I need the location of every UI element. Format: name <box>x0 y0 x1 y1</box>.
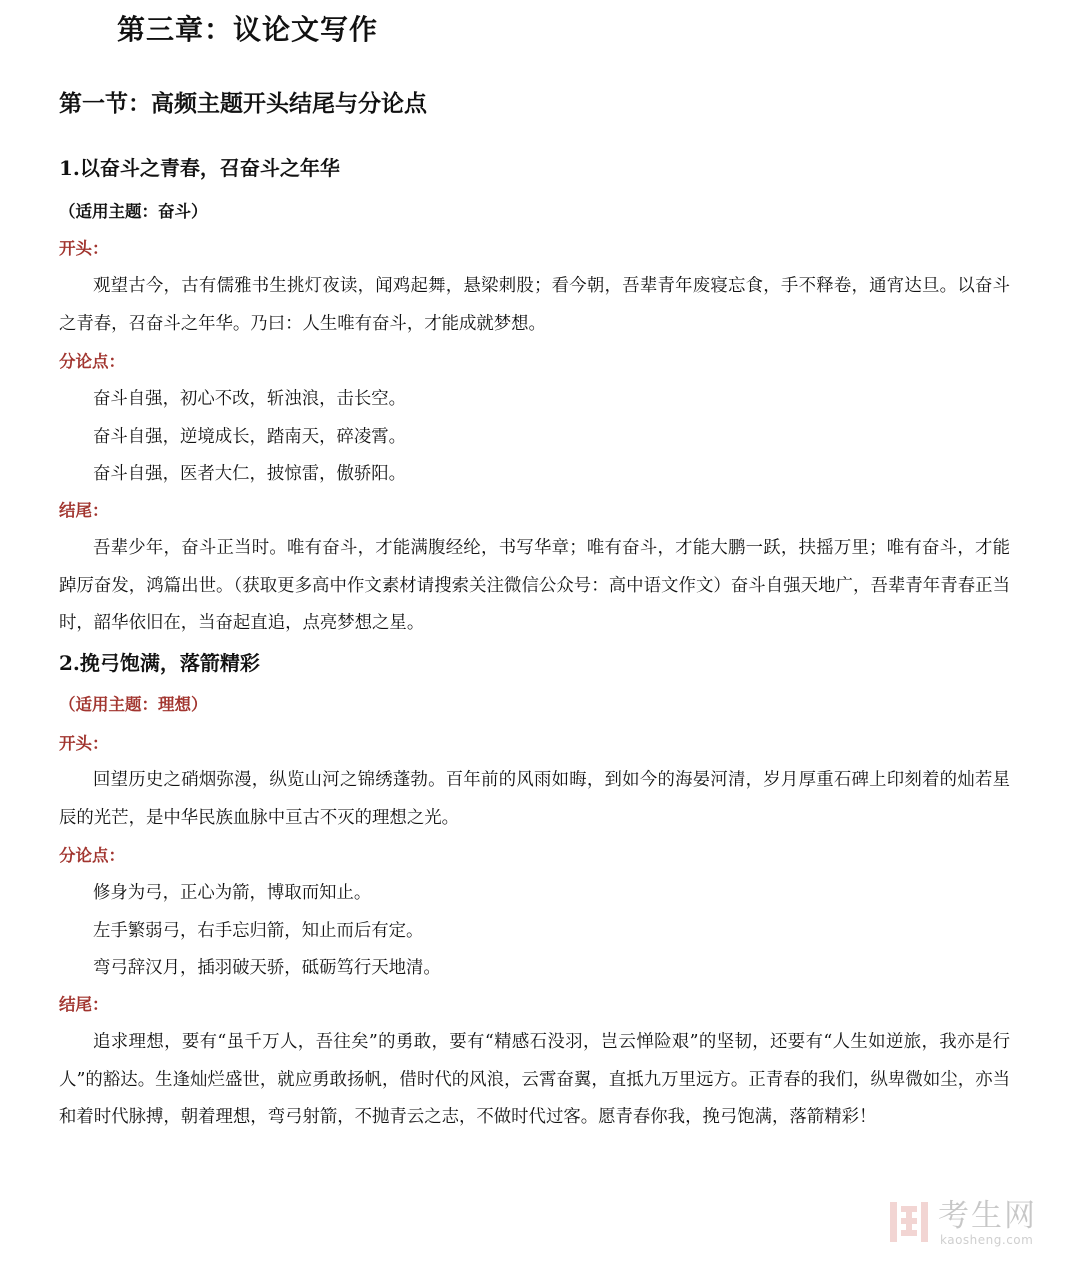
applicable-theme: （适用主题：奋斗） <box>59 202 208 221</box>
sub-point: 奋斗自强，初心不改，斩浊浪，击长空。 <box>93 389 407 409</box>
sub-point: 弯弓辞汉月，插羽破天骄，砥砺笃行天地清。 <box>93 958 441 978</box>
kaosheng-logo-icon <box>888 1200 930 1244</box>
opening-label: 开头： <box>59 239 109 258</box>
ending-label: 结尾： <box>59 501 109 520</box>
watermark <box>888 1196 1050 1252</box>
watermark-url: kaosheng.com <box>940 1233 1034 1247</box>
sub-point: 修身为弓，正心为箭，博取而知止。 <box>93 883 372 903</box>
opening-label: 开头： <box>59 734 109 753</box>
ending-label: 结尾： <box>59 995 109 1014</box>
sub-point: 奋斗自强，逆境成长，踏南天，碎凌霄。 <box>93 427 407 447</box>
topic-title: 1.以奋斗之青春，召奋斗之年华 <box>59 156 340 180</box>
points-label: 分论点： <box>59 352 125 371</box>
ending-paragraph: 吾辈少年，奋斗正当时。唯有奋斗，才能满腹经纶，书写华章；唯有奋斗，才能大鹏一跃，扶摇万里；唯有奋斗，才能踔厉奋发，鸿篇出世。（获取更多高中作文素材请搜索关注微信公众号：高中语文作文）奋斗自强天地广，吾辈青年青春正当时，韶华依旧在，当奋起直追，点亮梦想之星。 <box>59 538 1010 633</box>
points-label: 分论点： <box>59 846 125 865</box>
opening-paragraph: 观望古今，古有儒雅书生挑灯夜读，闻鸡起舞，悬梁刺股；看今朝，吾辈青年废寝忘食，手不释卷，通宵达旦。以奋斗之青春，召奋斗之年华。乃曰：人生唯有奋斗，才能成就梦想。 <box>59 276 1010 334</box>
sub-point: 左手繁弱弓，右手忘归箭，知止而后有定。 <box>93 921 424 941</box>
chapter-title: 第三章：议论文写作 <box>117 13 379 46</box>
section-title: 第一节：高频主题开头结尾与分论点 <box>59 91 427 117</box>
opening-paragraph: 回望历史之硝烟弥漫，纵览山河之锦绣蓬勃。百年前的风雨如晦，到如今的海晏河清，岁月厚重石碑上印刻着的灿若星辰的光芒，是中华民族血脉中亘古不灭的理想之光。 <box>59 770 1010 828</box>
ending-paragraph: 追求理想，要有“虽千万人，吾往矣”的勇敢，要有“精感石没羽，岂云惮险艰”的坚韧，还要有“人生如逆旅，我亦是行人”的豁达。生逢灿烂盛世，就应勇敢扬帆，借时代的风浪，云霄奋翼，直抵九万里远方。正青春的我们，纵卑微如尘，亦当和着时代脉搏，朝着理想，弯弓射箭，不抛青云之志，不做时代过客。愿青春你我，挽弓饱满，落箭精彩！ <box>59 1032 1010 1127</box>
watermark-name: 考生网 <box>938 1198 1037 1234</box>
topic-title: 2.挽弓饱满，落箭精彩 <box>59 651 260 675</box>
sub-point: 奋斗自强，医者大仁，披惊雷，傲骄阳。 <box>93 464 407 484</box>
applicable-theme: （适用主题：理想） <box>59 695 208 714</box>
